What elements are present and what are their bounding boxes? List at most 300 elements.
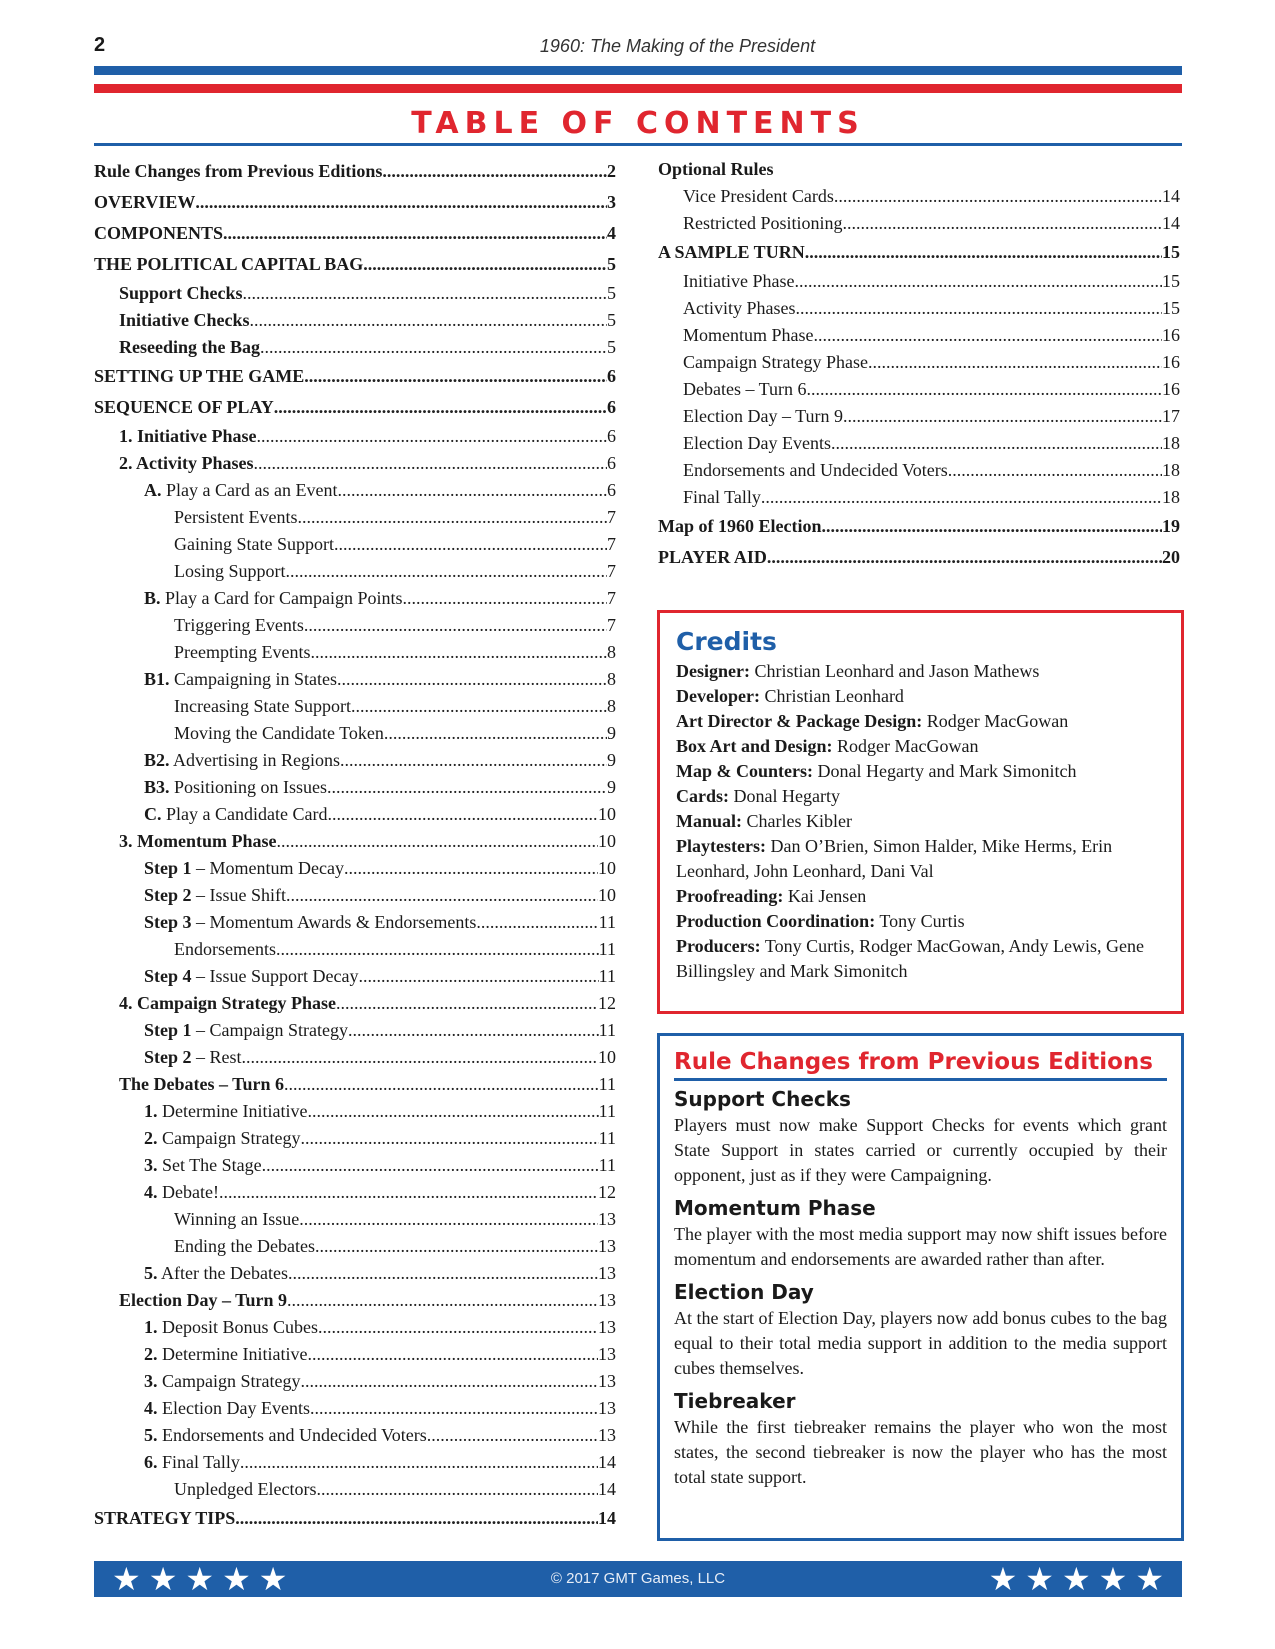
toc-entry[interactable] bbox=[94, 307, 616, 334]
toc-leader-dots bbox=[868, 349, 1162, 376]
credit-line bbox=[676, 684, 1165, 709]
toc-entry-prefix: 5. bbox=[144, 1263, 158, 1283]
toc-entry-text: Moving the Candidate Token bbox=[174, 723, 384, 743]
toc-entry-page: 18 bbox=[1162, 460, 1180, 480]
rule-change-body: While the first tiebreaker remains the player who won the most states, the second tiebreaker is now the player who has the most total state support. bbox=[674, 1417, 1167, 1487]
toc-entry[interactable] bbox=[94, 666, 616, 693]
credit-names: Kai Jensen bbox=[783, 886, 867, 906]
toc-entry[interactable] bbox=[658, 511, 1180, 542]
toc-entry-label bbox=[144, 477, 337, 504]
toc-leader-dots bbox=[476, 909, 598, 936]
toc-entry-label bbox=[144, 801, 327, 828]
toc-leader-dots bbox=[822, 511, 1163, 542]
toc-entry-label bbox=[144, 963, 358, 990]
toc-entry-text: OVERVIEW bbox=[94, 192, 196, 212]
toc-entry-label bbox=[174, 504, 298, 531]
toc-entry-text: Set The Stage bbox=[157, 1155, 262, 1175]
toc-entry-label bbox=[144, 1341, 307, 1368]
toc-right-entries bbox=[658, 183, 1180, 573]
toc-entry[interactable] bbox=[658, 403, 1180, 430]
credit-role: Art Director & Package Design: bbox=[676, 711, 923, 731]
toc-entry[interactable] bbox=[94, 1152, 616, 1179]
toc-leader-dots bbox=[337, 477, 607, 504]
toc-entry[interactable] bbox=[94, 1395, 616, 1422]
toc-entry-page: 11 bbox=[598, 1155, 616, 1175]
toc-leader-dots bbox=[307, 1341, 598, 1368]
toc-leader-dots bbox=[195, 187, 607, 218]
toc-leader-dots bbox=[358, 963, 598, 990]
toc-entry-text: – Issue Support Decay bbox=[191, 966, 359, 986]
toc-entry[interactable] bbox=[658, 237, 1180, 268]
toc-leader-dots bbox=[284, 1071, 599, 1098]
toc-entry-label bbox=[144, 1449, 240, 1476]
toc-entry-page: 18 bbox=[1162, 487, 1180, 507]
toc-entry-page: 8 bbox=[607, 696, 616, 716]
toc-entry[interactable] bbox=[94, 361, 616, 392]
toc-leader-dots bbox=[948, 457, 1162, 484]
toc-leader-dots bbox=[300, 1368, 598, 1395]
toc-entry-text: THE POLITICAL CAPITAL BAG bbox=[94, 254, 364, 274]
toc-entry-prefix: C. bbox=[144, 804, 162, 824]
toc-leader-dots bbox=[300, 1125, 598, 1152]
toc-entry-text: – Rest bbox=[191, 1047, 242, 1067]
toc-entry-text: SEQUENCE OF PLAY bbox=[94, 397, 274, 417]
toc-entry-prefix: 3. bbox=[144, 1371, 158, 1391]
toc-entry-label bbox=[94, 187, 195, 218]
toc-leader-dots bbox=[243, 280, 607, 307]
toc-entry[interactable] bbox=[94, 392, 616, 423]
toc-entry[interactable] bbox=[94, 1017, 616, 1044]
toc-entry-prefix: B3. bbox=[144, 777, 170, 797]
toc-entry[interactable] bbox=[94, 423, 616, 450]
toc-entry-text: Vice President Cards bbox=[683, 186, 834, 206]
toc-entry[interactable] bbox=[94, 531, 616, 558]
toc-entry-page: 13 bbox=[598, 1236, 616, 1256]
toc-entry-text: The Debates – Turn 6 bbox=[119, 1074, 285, 1094]
toc-entry[interactable] bbox=[658, 349, 1180, 376]
toc-leader-dots bbox=[805, 237, 1162, 268]
credit-role: Playtesters: bbox=[676, 836, 766, 856]
toc-entry[interactable] bbox=[94, 963, 616, 990]
toc-leader-dots bbox=[807, 376, 1162, 403]
toc-entry-text: Increasing State Support bbox=[174, 696, 351, 716]
toc-entry-label bbox=[119, 1071, 284, 1098]
credit-role: Cards: bbox=[676, 786, 729, 806]
toc-entry-label bbox=[683, 268, 794, 295]
toc-entry-label bbox=[119, 334, 260, 361]
toc-entry-page: 12 bbox=[598, 993, 616, 1013]
credit-role: Manual: bbox=[676, 811, 743, 831]
toc-entry-text: Election Day Events bbox=[683, 433, 831, 453]
toc-entry-label bbox=[683, 183, 834, 210]
credit-line bbox=[676, 884, 1165, 909]
toc-entry-text: – Issue Shift bbox=[191, 885, 287, 905]
toc-entry-label bbox=[144, 1395, 310, 1422]
toc-entry[interactable] bbox=[94, 1233, 616, 1260]
credit-role: Producers: bbox=[676, 936, 761, 956]
toc-entry-text: Persistent Events bbox=[174, 507, 298, 527]
toc-entry-page: 16 bbox=[1162, 325, 1180, 345]
toc-entry-label bbox=[144, 666, 337, 693]
toc-entry[interactable] bbox=[658, 322, 1180, 349]
toc-leader-dots bbox=[831, 430, 1162, 457]
toc-entry-page: 19 bbox=[1162, 516, 1180, 536]
toc-entry-label bbox=[174, 720, 384, 747]
credits-list bbox=[676, 659, 1165, 984]
toc-entry[interactable] bbox=[658, 183, 1180, 210]
toc-entry-text: Momentum Phase bbox=[683, 325, 814, 345]
toc-entry[interactable] bbox=[94, 558, 616, 585]
star-icon: ★ bbox=[988, 1560, 1018, 1598]
star-icon: ★ bbox=[1025, 1560, 1054, 1598]
toc-entry-text: A SAMPLE TURN bbox=[658, 242, 805, 262]
toc-entry-text: Campaign Strategy Phase bbox=[683, 352, 868, 372]
toc-entry-page: 13 bbox=[598, 1263, 616, 1283]
credit-line bbox=[676, 759, 1165, 784]
toc-entry-page: 13 bbox=[598, 1209, 616, 1229]
toc-entry[interactable] bbox=[94, 477, 616, 504]
toc-entry-text: Support Checks bbox=[119, 283, 243, 303]
toc-entry[interactable] bbox=[94, 1422, 616, 1449]
toc-entry[interactable] bbox=[658, 484, 1180, 511]
toc-entry[interactable] bbox=[94, 585, 616, 612]
toc-entry-page: 6 bbox=[607, 366, 616, 386]
toc-entry-page: 5 bbox=[607, 310, 616, 330]
toc-entry-page: 13 bbox=[598, 1317, 616, 1337]
toc-entry-page: 11 bbox=[598, 1101, 616, 1121]
toc-entry-text: Triggering Events bbox=[174, 615, 304, 635]
toc-entry-prefix: Step 3 bbox=[144, 912, 192, 932]
toc-entry-page: 7 bbox=[607, 588, 616, 608]
toc-entry[interactable] bbox=[94, 936, 616, 963]
toc-entry-prefix: Step 1 bbox=[144, 1020, 192, 1040]
toc-entry-text: 1. Initiative Phase bbox=[119, 426, 257, 446]
toc-entry-text: Rule Changes from Previous Editions bbox=[94, 161, 383, 181]
toc-entry-page: 8 bbox=[607, 669, 616, 689]
toc-entry-text: Campaigning in States bbox=[169, 669, 337, 689]
toc-entry-prefix: 2. bbox=[144, 1344, 158, 1364]
toc-entry-text: Preempting Events bbox=[174, 642, 311, 662]
toc-title: TABLE OF CONTENTS bbox=[411, 106, 865, 141]
toc-entry[interactable] bbox=[94, 1071, 616, 1098]
star-icon: ★ bbox=[1135, 1560, 1164, 1598]
copyright: © 2017 GMT Games, LLC bbox=[550, 1570, 726, 1587]
toc-entry-prefix: B2. bbox=[144, 750, 170, 770]
toc-entry[interactable] bbox=[94, 639, 616, 666]
credit-role: Proofreading: bbox=[676, 886, 784, 906]
toc-entry-label bbox=[174, 558, 286, 585]
toc-entry[interactable] bbox=[94, 1044, 616, 1071]
credit-names: Donal Hegarty bbox=[729, 786, 840, 806]
toc-entry-label bbox=[144, 747, 340, 774]
toc-entry[interactable] bbox=[94, 747, 616, 774]
toc-entry-label bbox=[144, 909, 476, 936]
toc-leader-dots bbox=[334, 531, 607, 558]
toc-entry-text: Losing Support bbox=[174, 561, 286, 581]
toc-entry[interactable] bbox=[94, 1368, 616, 1395]
toc-entry-page: 9 bbox=[607, 750, 616, 770]
toc-entry-page: 16 bbox=[1162, 379, 1180, 399]
toc-entry-label bbox=[94, 392, 274, 423]
toc-leader-dots bbox=[288, 1260, 598, 1287]
footer-stars-right bbox=[989, 1561, 1164, 1597]
toc-entry-page: 14 bbox=[1162, 186, 1180, 206]
toc-entry-label bbox=[174, 936, 276, 963]
toc-leader-dots bbox=[318, 1314, 598, 1341]
star-icon: ★ bbox=[1061, 1560, 1091, 1598]
toc-entry-page: 15 bbox=[1162, 271, 1180, 291]
rule-changes-title: Rule Changes from Previous Editions bbox=[674, 1049, 1153, 1075]
toc-entry-text: Initiative Checks bbox=[119, 310, 250, 330]
toc-entry-label bbox=[683, 349, 868, 376]
toc-entry[interactable] bbox=[94, 855, 616, 882]
toc-entry[interactable] bbox=[94, 801, 616, 828]
toc-entry-label bbox=[683, 376, 807, 403]
credit-names: Rodger MacGowan bbox=[832, 736, 979, 756]
toc-leader-dots bbox=[834, 183, 1162, 210]
toc-entry-page: 11 bbox=[598, 1128, 616, 1148]
rule-change-heading: Support Checks bbox=[674, 1087, 851, 1111]
toc-entry-page: 7 bbox=[607, 615, 616, 635]
toc-entry-label bbox=[658, 542, 767, 573]
toc-entry-label bbox=[144, 1152, 262, 1179]
toc-leader-dots bbox=[382, 156, 607, 187]
toc-entry-label bbox=[174, 612, 304, 639]
toc-leader-dots bbox=[260, 334, 607, 361]
credit-role: Developer: bbox=[676, 686, 760, 706]
toc-entry-page: 4 bbox=[607, 223, 616, 243]
toc-entry[interactable] bbox=[94, 990, 616, 1017]
toc-entry[interactable] bbox=[658, 542, 1180, 573]
toc-entry-page: 11 bbox=[598, 912, 616, 932]
credits-box bbox=[657, 610, 1184, 1014]
toc-entry[interactable] bbox=[658, 268, 1180, 295]
rule-changes-box bbox=[657, 1033, 1184, 1541]
toc-entry-prefix: Step 2 bbox=[144, 1047, 192, 1067]
toc-entry-text: Activity Phases bbox=[683, 298, 796, 318]
star-icon: ★ bbox=[258, 1560, 288, 1598]
credit-line bbox=[676, 784, 1165, 809]
toc-entry-text: STRATEGY TIPS bbox=[94, 1508, 236, 1528]
toc-entry[interactable] bbox=[658, 430, 1180, 457]
toc-entry-page: 10 bbox=[598, 831, 616, 851]
toc-entry-page: 14 bbox=[598, 1479, 616, 1499]
toc-entry[interactable] bbox=[94, 1476, 616, 1503]
toc-entry-label bbox=[174, 1476, 316, 1503]
credit-names: Charles Kibler bbox=[742, 811, 852, 831]
toc-leader-dots bbox=[315, 1233, 598, 1260]
toc-entry[interactable] bbox=[94, 909, 616, 936]
toc-entry[interactable] bbox=[94, 1503, 616, 1534]
toc-entry-text: Debate! bbox=[157, 1182, 219, 1202]
toc-entry[interactable] bbox=[94, 1449, 616, 1476]
toc-entry-page: 15 bbox=[1162, 242, 1180, 262]
toc-entry[interactable] bbox=[658, 295, 1180, 322]
toc-entry-text: Play a Card as an Event bbox=[161, 480, 338, 500]
toc-entry[interactable] bbox=[94, 334, 616, 361]
toc-entry-prefix: 4. bbox=[144, 1398, 158, 1418]
rule-change-heading: Tiebreaker bbox=[674, 1389, 796, 1413]
header-band-red bbox=[94, 84, 1182, 93]
toc-entry-prefix: A. bbox=[144, 480, 162, 500]
toc-leader-dots bbox=[843, 210, 1163, 237]
toc-entry-text: Campaign Strategy bbox=[157, 1128, 301, 1148]
star-icon: ★ bbox=[1098, 1560, 1128, 1598]
credit-role: Map & Counters: bbox=[676, 761, 813, 781]
toc-entry-text: Advertising in Regions bbox=[169, 750, 341, 770]
toc-entry-label bbox=[683, 484, 761, 511]
toc-entry[interactable] bbox=[94, 218, 616, 249]
toc-entry-label bbox=[174, 639, 310, 666]
toc-entry[interactable] bbox=[94, 828, 616, 855]
toc-entry[interactable] bbox=[94, 156, 616, 187]
toc-entry-label bbox=[94, 1503, 235, 1534]
toc-entry-label bbox=[144, 1017, 348, 1044]
optional-rules-heading: Optional Rules bbox=[658, 159, 774, 179]
credit-names: Donal Hegarty and Mark Simonitch bbox=[813, 761, 1077, 781]
toc-entry-page: 9 bbox=[607, 723, 616, 743]
toc-entry[interactable] bbox=[94, 882, 616, 909]
toc-leader-dots bbox=[427, 1422, 598, 1449]
toc-entry[interactable] bbox=[94, 187, 616, 218]
toc-leader-dots bbox=[254, 450, 608, 477]
toc-entry[interactable] bbox=[94, 1287, 616, 1314]
toc-entry-prefix: 1. bbox=[144, 1101, 158, 1121]
toc-entry[interactable] bbox=[94, 693, 616, 720]
toc-entry-page: 2 bbox=[607, 161, 616, 181]
credit-names: Christian Leonhard and Jason Mathews bbox=[749, 661, 1040, 681]
toc-entry[interactable] bbox=[94, 450, 616, 477]
toc-leader-dots bbox=[242, 1044, 598, 1071]
toc-leader-dots bbox=[384, 720, 607, 747]
toc-entry[interactable] bbox=[94, 1341, 616, 1368]
header-band-blue bbox=[94, 66, 1182, 75]
star-icon: ★ bbox=[185, 1560, 215, 1598]
toc-leader-dots bbox=[336, 990, 598, 1017]
toc-entry-page: 14 bbox=[598, 1508, 616, 1528]
toc-entry-page: 3 bbox=[607, 192, 616, 212]
toc-entry-page: 12 bbox=[598, 1182, 616, 1202]
toc-entry[interactable] bbox=[94, 280, 616, 307]
toc-entry-text: Endorsements and Undecided Voters bbox=[157, 1425, 427, 1445]
toc-leader-dots bbox=[240, 1449, 598, 1476]
toc-entry[interactable] bbox=[658, 457, 1180, 484]
toc-entry-page: 16 bbox=[1162, 352, 1180, 372]
toc-entry[interactable] bbox=[94, 1206, 616, 1233]
toc-entry-label bbox=[174, 1206, 299, 1233]
toc-entry-page: 18 bbox=[1162, 433, 1180, 453]
toc-entry-page: 13 bbox=[598, 1290, 616, 1310]
toc-entry-label bbox=[144, 585, 403, 612]
rule-changes-sections bbox=[674, 1085, 1167, 1490]
toc-entry[interactable] bbox=[658, 210, 1180, 237]
credit-role: Box Art and Design: bbox=[676, 736, 833, 756]
toc-entry-label bbox=[683, 210, 843, 237]
toc-entry-label bbox=[144, 774, 327, 801]
toc-leader-dots bbox=[794, 268, 1162, 295]
toc-entry-text: Final Tally bbox=[157, 1452, 240, 1472]
credit-line bbox=[676, 709, 1165, 734]
toc-entry-label bbox=[144, 1179, 219, 1206]
toc-entry-label bbox=[119, 423, 257, 450]
toc-entry[interactable] bbox=[94, 720, 616, 747]
toc-entry-text: Gaining State Support bbox=[174, 534, 334, 554]
toc-entry-prefix: 5. bbox=[144, 1425, 158, 1445]
toc-entry-label bbox=[174, 531, 334, 558]
credit-role: Designer: bbox=[676, 661, 750, 681]
toc-leader-dots bbox=[348, 1017, 599, 1044]
toc-entry-label bbox=[683, 295, 796, 322]
toc-entry-text: Reseeding the Bag bbox=[119, 337, 260, 357]
toc-leader-dots bbox=[307, 1098, 598, 1125]
star-icon: ★ bbox=[112, 1560, 141, 1598]
toc-entry-page: 13 bbox=[598, 1344, 616, 1364]
toc-entry[interactable] bbox=[94, 612, 616, 639]
toc-entry-page: 14 bbox=[598, 1452, 616, 1472]
toc-leader-dots bbox=[262, 1152, 599, 1179]
toc-entry-text: 4. Campaign Strategy Phase bbox=[119, 993, 336, 1013]
toc-leader-dots bbox=[351, 693, 607, 720]
toc-entry-prefix: 2. bbox=[144, 1128, 158, 1148]
toc-leader-dots bbox=[287, 1287, 598, 1314]
rule-change-heading: Election Day bbox=[674, 1280, 814, 1304]
toc-entry[interactable] bbox=[94, 1179, 616, 1206]
toc-entry[interactable] bbox=[94, 1098, 616, 1125]
rule-change-body: Players must now make Support Checks for events which grant State Support in states carried or currently occupied by their opponent, just as if they were Campaigning. bbox=[674, 1115, 1167, 1185]
toc-entry-label bbox=[94, 218, 223, 249]
toc-entry[interactable] bbox=[94, 1314, 616, 1341]
toc-entry-text: Endorsements bbox=[174, 939, 276, 959]
toc-entry-prefix: B1. bbox=[144, 669, 170, 689]
toc-entry-label bbox=[119, 307, 250, 334]
toc-entry-label bbox=[144, 1098, 307, 1125]
toc-leader-dots bbox=[337, 666, 607, 693]
toc-entry-page: 13 bbox=[598, 1398, 616, 1418]
credit-names: Dan O’Brien, Simon Halder, Mike Herms, Erin Leonhard, John Leonhard, Dani Val bbox=[676, 836, 1113, 881]
toc-entry-text: – Momentum Awards & Endorsements bbox=[191, 912, 477, 932]
credits-title: Credits bbox=[676, 627, 777, 656]
toc-entry[interactable] bbox=[658, 376, 1180, 403]
toc-entry-text: – Momentum Decay bbox=[191, 858, 344, 878]
toc-entry-page: 5 bbox=[607, 337, 616, 357]
toc-entry[interactable] bbox=[94, 249, 616, 280]
toc-entry[interactable] bbox=[94, 1260, 616, 1287]
toc-entry-label bbox=[683, 403, 843, 430]
toc-leader-dots bbox=[340, 747, 607, 774]
toc-leader-dots bbox=[796, 295, 1163, 322]
toc-leader-dots bbox=[761, 484, 1162, 511]
toc-entry-text: 3. Momentum Phase bbox=[119, 831, 277, 851]
toc-entry-text: Play a Card for Campaign Points bbox=[160, 588, 403, 608]
toc-leader-dots bbox=[274, 392, 607, 423]
toc-entry-label bbox=[658, 511, 822, 542]
toc-entry[interactable] bbox=[94, 774, 616, 801]
toc-entry-label bbox=[94, 156, 382, 187]
credit-role: Production Coordination: bbox=[676, 911, 876, 931]
toc-entry-prefix: B. bbox=[144, 588, 161, 608]
toc-leader-dots bbox=[286, 882, 598, 909]
toc-entry[interactable] bbox=[94, 1125, 616, 1152]
toc-entry[interactable] bbox=[94, 504, 616, 531]
toc-entry-text: PLAYER AID bbox=[658, 547, 767, 567]
toc-entry-text: Unpledged Electors bbox=[174, 1479, 317, 1499]
toc-entry-label bbox=[144, 882, 286, 909]
toc-entry-prefix: 4. bbox=[144, 1182, 158, 1202]
toc-entry-text: Positioning on Issues bbox=[169, 777, 328, 797]
toc-entry-text: Determine Initiative bbox=[157, 1344, 308, 1364]
toc-entry-text: Initiative Phase bbox=[683, 271, 795, 291]
star-icon: ★ bbox=[148, 1560, 178, 1598]
